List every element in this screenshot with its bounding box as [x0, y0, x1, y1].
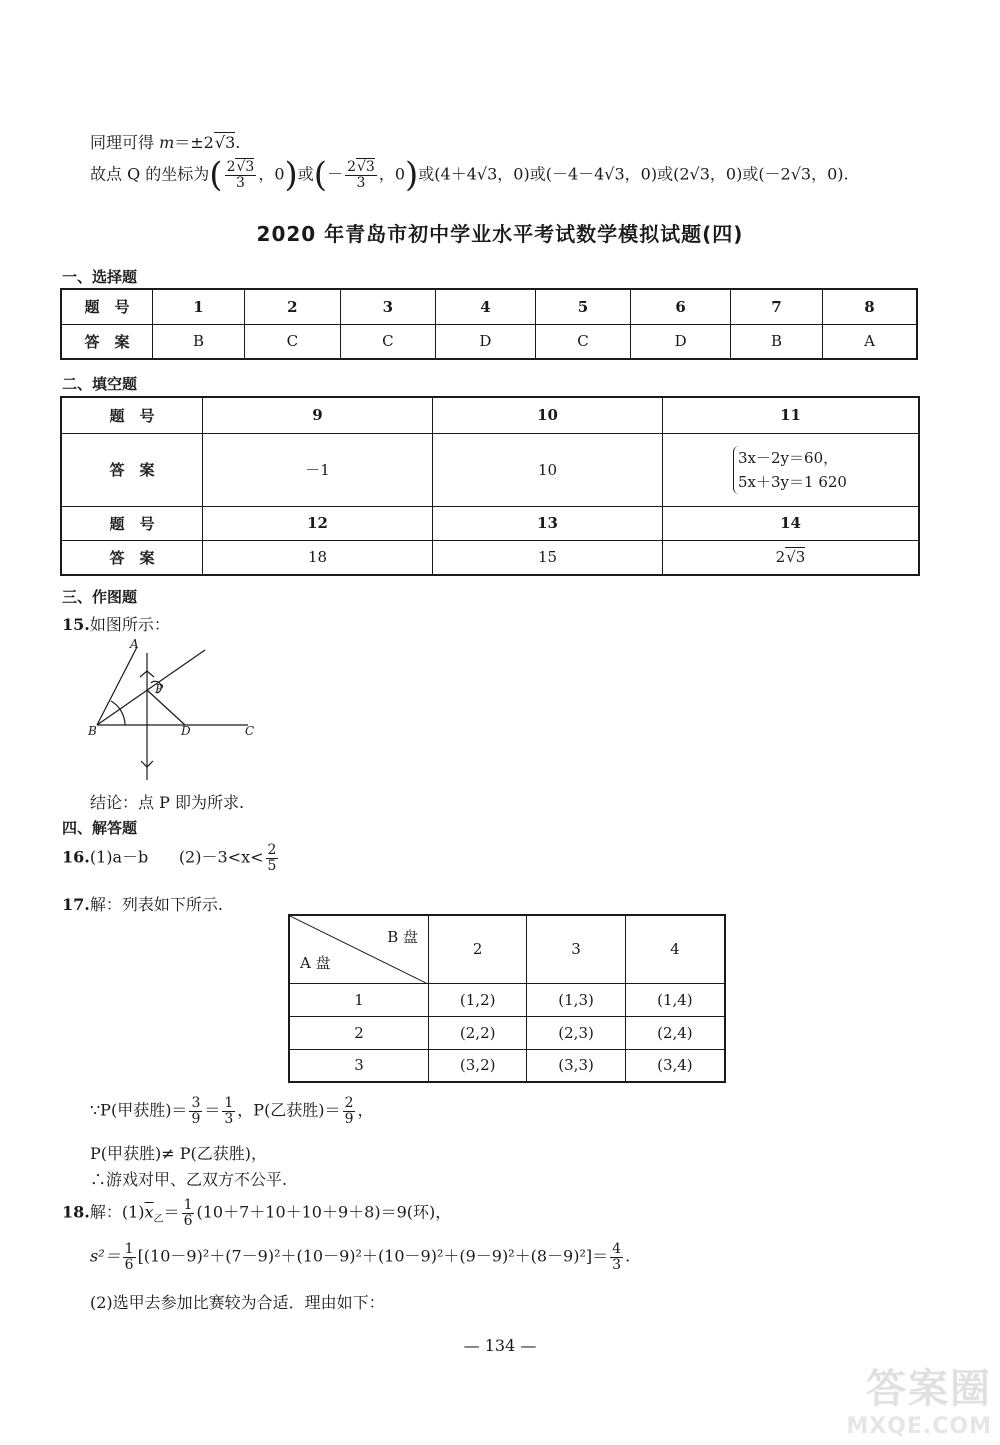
- answer-cell: C: [245, 324, 341, 359]
- q15-conclusion: 结论：点 P 即为所求.: [90, 793, 245, 812]
- q17-probability-line: ∵P(甲获胜)＝ $\frac{3}{9}$ ＝ $\frac{1}{3}$ ，P(乙获胜)＝ $\frac{2}{9}$ ，: [90, 1095, 374, 1127]
- table-cell: (3,2): [429, 1049, 527, 1082]
- question-number: 4: [436, 289, 536, 324]
- answer-cell: C: [340, 324, 436, 359]
- table-cell: (3,4): [625, 1049, 725, 1082]
- header-label: 题 号: [61, 289, 153, 324]
- answer-cell: B: [153, 324, 245, 359]
- question-number: 8: [823, 289, 917, 324]
- row-header: 3: [289, 1049, 429, 1082]
- column-header: 2: [429, 915, 527, 983]
- question-number: 6: [631, 289, 731, 324]
- table-cell: (1,2): [429, 983, 527, 1016]
- page-number: — 134 —: [463, 1336, 537, 1355]
- answer-label: 答 案: [61, 540, 203, 575]
- question-number: 7: [730, 289, 822, 324]
- answer-cell: D: [436, 324, 536, 359]
- q15-intro: 15.如图所示：: [62, 615, 170, 634]
- answer-cell: 10: [433, 433, 663, 506]
- table-cell: (2,3): [527, 1016, 625, 1049]
- label-c: C: [245, 724, 255, 738]
- q18-mean-line: 18.解：$(1)\overline{x}_乙=$ $\frac{1}{6}$ (10＋7＋10＋10＋9＋8)＝9(环)，: [62, 1197, 452, 1229]
- watermark-url: MXQE.COM: [846, 1414, 992, 1439]
- fraction: $\frac{2√3}{3}$: [226, 158, 255, 191]
- line-point-q-coords: 故点 Q 的坐标为( $\frac{2√3}{3}$ ，0)或(－ $\frac{2√3}{3}$ ，0)或(4＋4√3，0)或(－4－4√3，0)或(2√3，0)或(－2√3，0).: [90, 155, 849, 195]
- fraction: $\frac{2}{5}$: [267, 842, 277, 874]
- answer-label: 答 案: [61, 324, 153, 359]
- section-heading-construction: 三、作图题: [62, 588, 138, 606]
- row-header: 2: [289, 1016, 429, 1049]
- construction-diagram: [85, 635, 270, 785]
- label-d: D: [181, 724, 191, 738]
- answer-cell: C: [535, 324, 631, 359]
- table-cell: (2,4): [625, 1016, 725, 1049]
- answer-cell: 2√3: [663, 540, 920, 575]
- question-number: 3: [340, 289, 436, 324]
- answer-cell: 15: [433, 540, 663, 575]
- corner-header: [289, 915, 429, 983]
- question-number: 12: [203, 506, 433, 540]
- fill-answer-table: [60, 396, 920, 576]
- fraction: $\frac{2}{9}$: [344, 1095, 354, 1127]
- page-title: 2020 年青岛市初中学业水平考试数学模拟试题(四): [256, 222, 744, 246]
- table-row: [289, 1016, 725, 1049]
- fraction: $\frac{1}{3}$: [224, 1095, 234, 1127]
- q18-variance-line: s²＝ $\frac{1}{6}$ [(10－9)²＋(7－9)²＋(10－9)²＋(10－9)²＋(9－9)²＋(8－9)²]＝ $\frac{4}{3}$ .: [90, 1241, 631, 1273]
- fraction: $\frac{1}{6}$: [183, 1197, 193, 1229]
- answer-label: 答 案: [61, 433, 203, 506]
- answer-cell: A: [823, 324, 917, 359]
- fraction: $\frac{3}{9}$: [191, 1095, 201, 1127]
- segment-pd: [147, 690, 185, 725]
- q18-part2: (2)选甲去参加比赛较为合适．理由如下：: [90, 1293, 385, 1312]
- question-number: 5: [535, 289, 631, 324]
- label-p: P: [155, 682, 164, 696]
- outcome-table: [288, 914, 726, 1083]
- question-number: 13: [433, 506, 663, 540]
- equation-system: 3x－2y＝60， 5x＋3y＝1 620: [733, 446, 847, 494]
- fraction: $\frac{2√3}{3}$: [347, 158, 375, 191]
- table-cell: (3,3): [527, 1049, 625, 1082]
- line-same-reason: 同理可得 m＝±2√3.: [90, 133, 241, 152]
- table-cell: (1,3): [527, 983, 625, 1016]
- question-number: 2: [245, 289, 341, 324]
- ray-ba: [97, 647, 137, 725]
- answer-cell: D: [631, 324, 731, 359]
- row-header: 1: [289, 983, 429, 1016]
- column-header: 4: [625, 915, 725, 983]
- table-cell: (1,4): [625, 983, 725, 1016]
- question-number: 1: [153, 289, 245, 324]
- column-header: 3: [527, 915, 625, 983]
- choice-answer-table: [60, 288, 918, 360]
- answer-cell: B: [730, 324, 822, 359]
- question-number: 11: [663, 397, 920, 433]
- fraction: $\frac{4}{3}$: [612, 1241, 622, 1273]
- header-label: 题 号: [61, 397, 203, 433]
- table-row: [289, 1049, 725, 1082]
- table-row: [289, 983, 725, 1016]
- fraction: $\frac{1}{6}$: [124, 1241, 134, 1273]
- section-heading-solutions: 四、解答题: [62, 819, 138, 837]
- q17-inequality-line: P(甲获胜)≠ P(乙获胜)，: [90, 1144, 267, 1163]
- table-cell: (2,2): [429, 1016, 527, 1049]
- label-a: A: [130, 637, 139, 651]
- q16-answer: 16.(1)a－b (2)－3<x< $\frac{2}{5}$: [62, 842, 277, 874]
- section-heading-fill: 二、填空题: [62, 375, 138, 393]
- angle-bisector: [97, 650, 205, 725]
- corner-label-a: A 盘: [300, 953, 331, 972]
- answer-cell: －1: [203, 433, 433, 506]
- question-number: 10: [433, 397, 663, 433]
- q17-intro: 17.解：列表如下所示.: [62, 895, 223, 914]
- watermark-logo: 答案圈: [866, 1366, 992, 1412]
- corner-label-b: B 盘: [387, 928, 418, 946]
- question-number: 9: [203, 397, 433, 433]
- answer-cell-system: [663, 433, 920, 506]
- question-number: 14: [663, 506, 920, 540]
- answer-cell: 18: [203, 540, 433, 575]
- section-heading-choice: 一、选择题: [62, 268, 138, 286]
- label-b: B: [88, 724, 97, 738]
- q17-conclusion: ∴游戏对甲、乙双方不公平.: [90, 1170, 288, 1189]
- construction-arc: [111, 701, 125, 725]
- watermark: [846, 1357, 992, 1439]
- header-label: 题 号: [61, 506, 203, 540]
